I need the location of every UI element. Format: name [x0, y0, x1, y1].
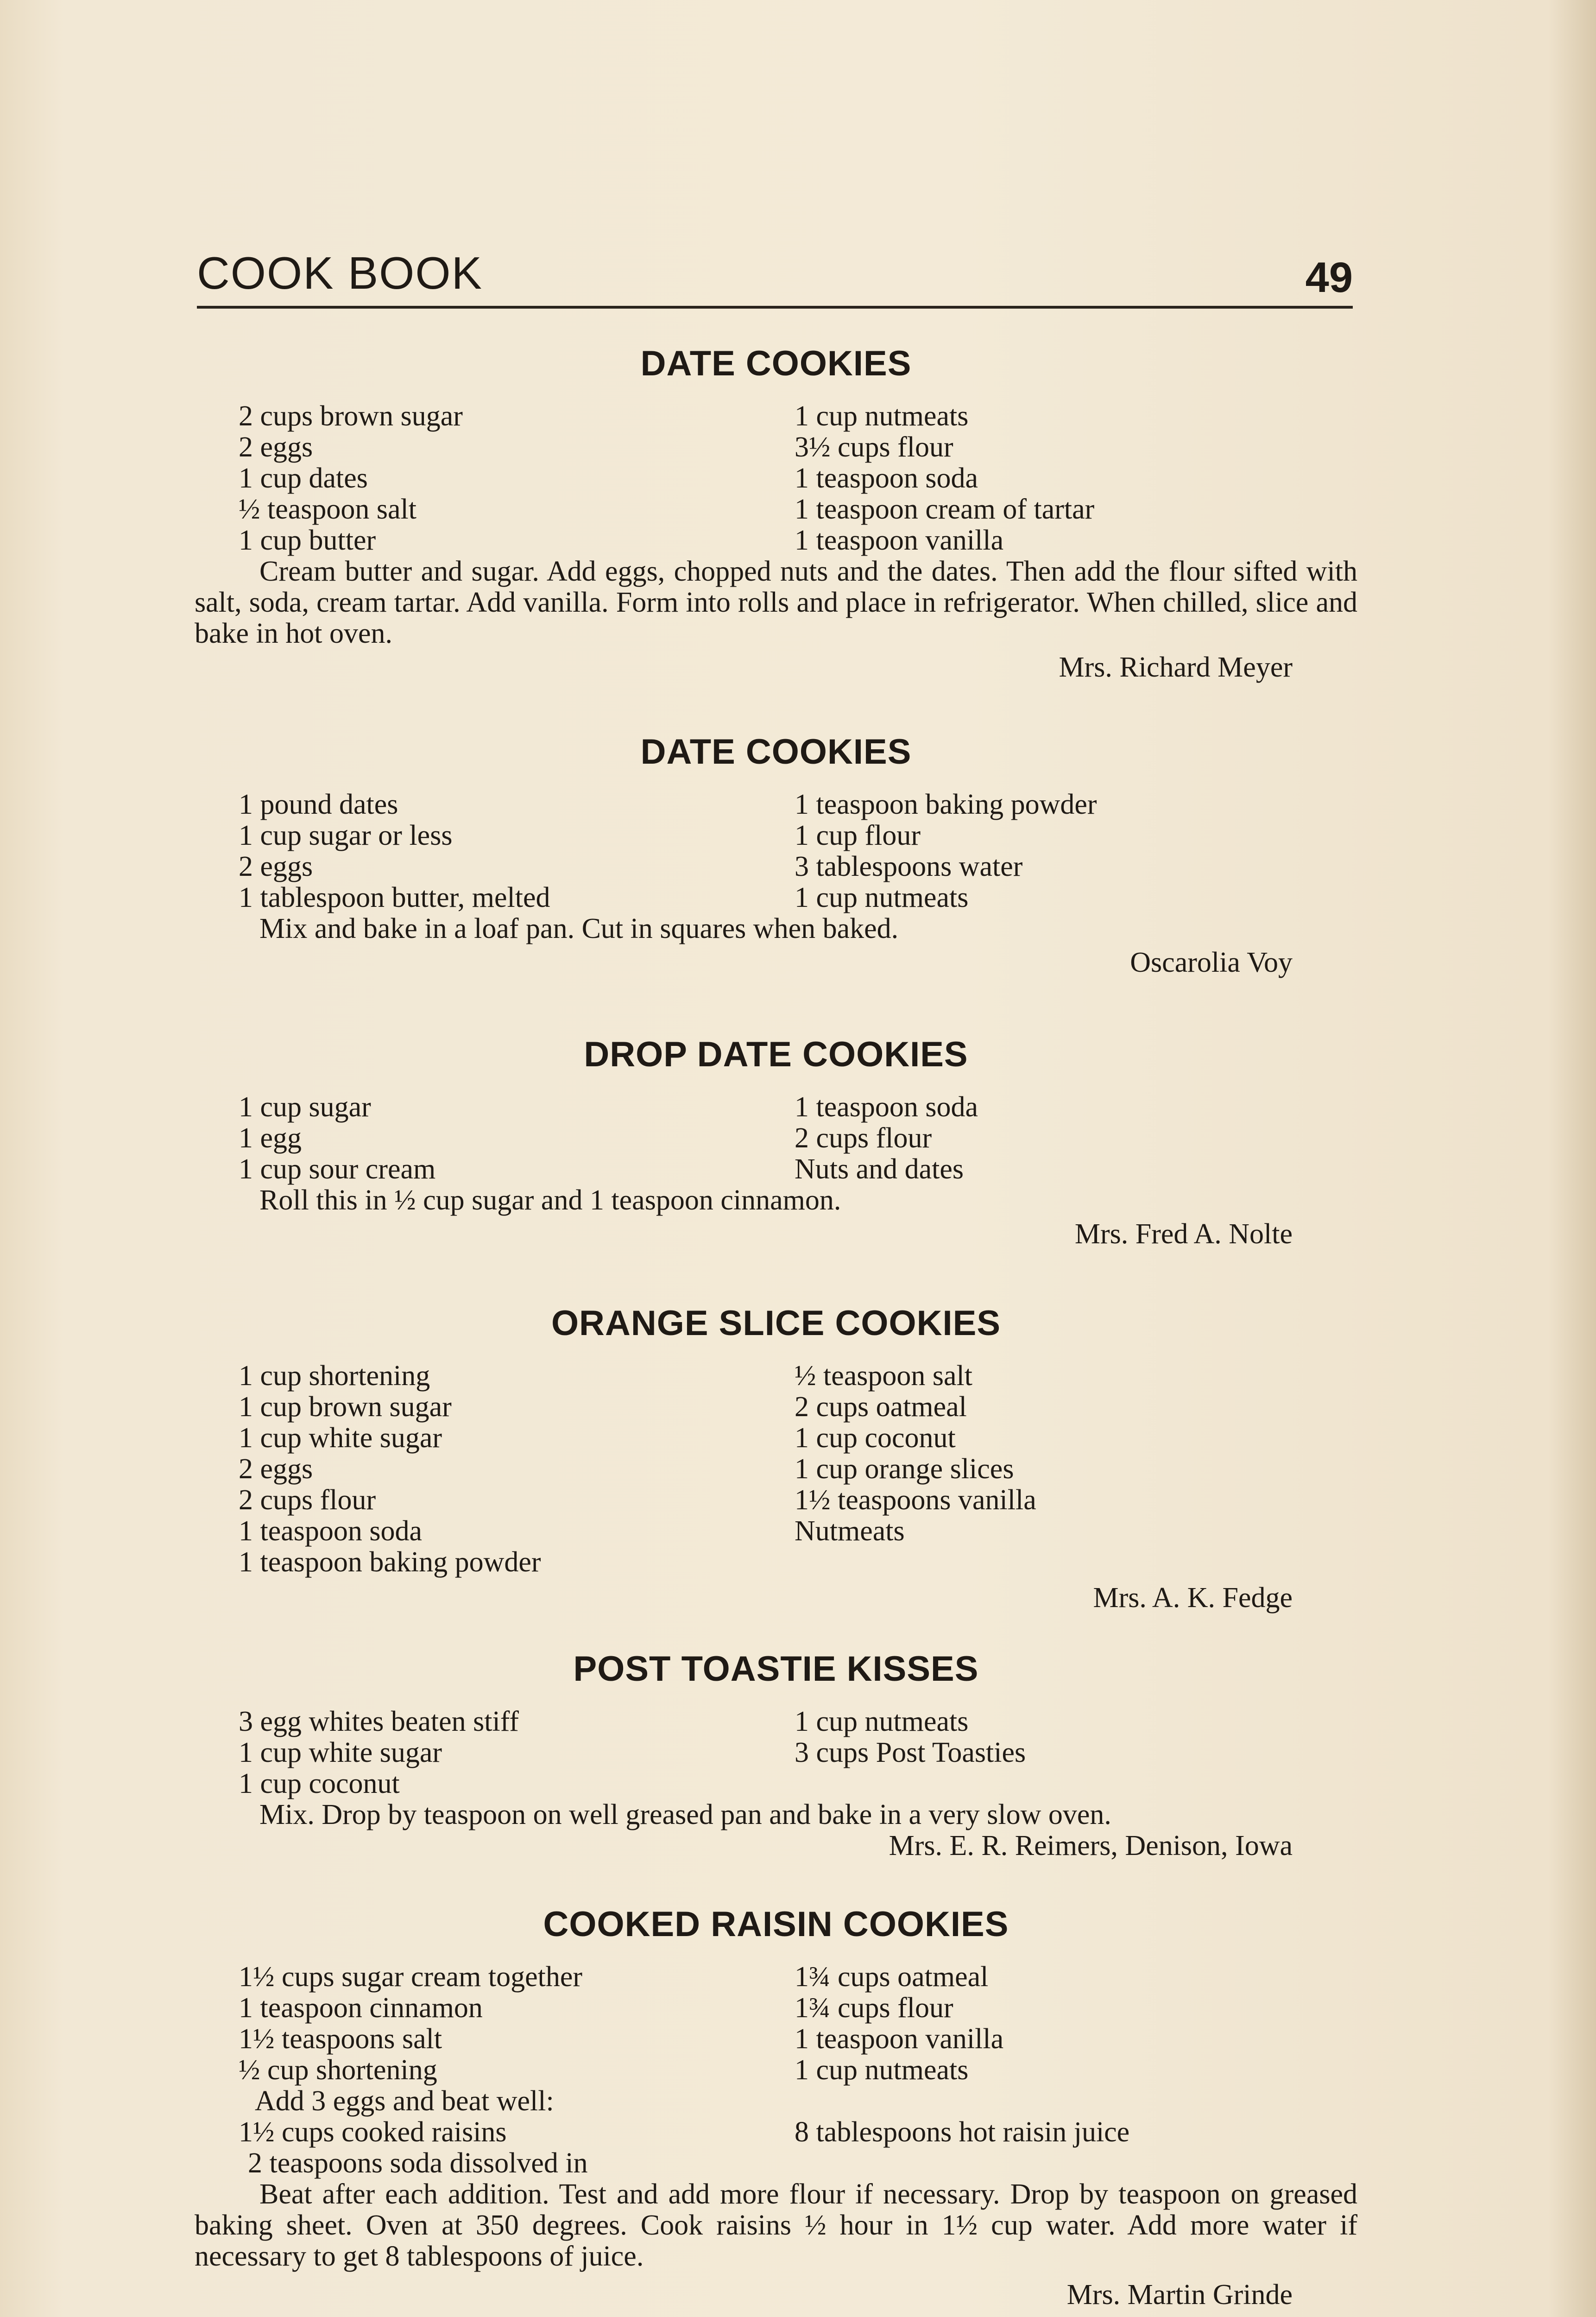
recipe-author: Mrs. A. K. Fedge: [1093, 1582, 1293, 1614]
ingredients-left: [195, 1092, 795, 1185]
recipe-author: Mrs. Fred A. Nolte: [1074, 1218, 1293, 1250]
ingredients-left-2: [195, 2117, 795, 2179]
ingredient: 2 eggs: [239, 431, 313, 463]
ingredients-right: [795, 1361, 1357, 1578]
ingredient: 1 teaspoon vanilla: [795, 525, 1004, 556]
book-title: COOK BOOK: [197, 247, 483, 298]
ingredient: ½ teaspoon salt: [239, 494, 416, 525]
ingredients-left: [195, 1706, 795, 1799]
ingredient: 1½ teaspoons salt: [239, 2023, 442, 2055]
ingredient: 1½ cups sugar cream together: [239, 1961, 583, 1993]
ingredient: 1 teaspoon soda: [795, 462, 978, 494]
ingredient: 2 cups flour: [239, 1484, 376, 1516]
ingredient: 3 tablespoons water: [795, 851, 1023, 882]
page-number: 49: [1305, 254, 1353, 301]
ingredient: 1 cup white sugar: [239, 1737, 442, 1768]
ingredients-left: [195, 401, 795, 556]
ingredients-right: [795, 1962, 1357, 2086]
ingredient-columns: [195, 1361, 1357, 1578]
recipe-title: DATE COOKIES: [640, 344, 912, 383]
recipe-date-cookies-1: [195, 341, 1357, 684]
recipe-method: Cream butter and sugar. Add eggs, chopped nuts and the dates. Then add the flour sifted with salt, soda, cream tartar. Add vanilla. Form into rolls and place in refrigerator. When chilled, slice and bake in hot oven.: [195, 556, 1357, 649]
recipe-post-toastie-kisses: [195, 1646, 1357, 1862]
ingredient: 2 eggs: [239, 851, 313, 882]
ingredient: 1 cup white sugar: [239, 1422, 442, 1454]
ingredient: 1 cup nutmeats: [795, 400, 969, 432]
ingredient: 2 cups oatmeal: [795, 1391, 967, 1423]
ingredient: 1 cup nutmeats: [795, 882, 969, 913]
ingredient: 1 cup flour: [795, 820, 921, 851]
ingredients-left: [195, 1962, 795, 2086]
ingredient: 3½ cups flour: [795, 431, 953, 463]
recipe-title: DATE COOKIES: [640, 732, 912, 772]
ingredient: 1 cup sugar: [239, 1091, 371, 1123]
recipe-orange-slice-cookies: [195, 1300, 1357, 1614]
ingredient: 3 egg whites beaten stiff: [239, 1706, 519, 1737]
recipe-title: POST TOASTIE KISSES: [573, 1649, 979, 1689]
ingredient: 1 cup coconut: [239, 1768, 400, 1799]
recipe-method: Mix and bake in a loaf pan. Cut in squares when baked.: [259, 913, 899, 944]
ingredient: 1 cup butter: [239, 525, 376, 556]
recipe-cooked-raisin-cookies: [195, 1901, 1357, 2311]
ingredient-columns: [195, 1706, 1357, 1799]
recipe-author: Mrs. Richard Meyer: [1059, 652, 1293, 683]
ingredient: Nutmeats: [795, 1515, 905, 1547]
ingredients-right: [795, 1092, 1357, 1185]
recipe-title: COOKED RAISIN COOKIES: [543, 1905, 1009, 1944]
ingredients-left: [195, 1361, 795, 1578]
ingredient: 2 cups brown sugar: [239, 400, 463, 432]
ingredient-columns: [195, 1092, 1357, 1185]
ingredient: 1 cup nutmeats: [795, 1706, 969, 1737]
ingredient: 1 teaspoon baking powder: [239, 1546, 541, 1578]
recipe-author: Oscarolia Voy: [1130, 947, 1293, 978]
ingredient-columns: [195, 401, 1357, 556]
ingredient: 1 cup sugar or less: [239, 820, 453, 851]
ingredient: 1 cup nutmeats: [795, 2054, 969, 2086]
ingredient: 1 cup coconut: [795, 1422, 956, 1454]
ingredients-right: [795, 401, 1357, 556]
ingredient: 8 tablespoons hot raisin juice: [795, 2116, 1130, 2148]
ingredient: 1 pound dates: [239, 789, 398, 820]
ingredient: 1 teaspoon cinnamon: [239, 1992, 483, 2024]
ingredients-right-2: [795, 2117, 1357, 2179]
ingredient: 1 cup brown sugar: [239, 1391, 452, 1423]
ingredient: 2 cups flour: [795, 1122, 932, 1154]
ingredient: 1 teaspoon vanilla: [795, 2023, 1004, 2055]
ingredient: 2 teaspoons soda dissolved in: [248, 2147, 588, 2179]
ingredient: 1 teaspoon soda: [795, 1091, 978, 1123]
recipe-drop-date-cookies: [195, 1032, 1357, 1250]
ingredient: 1 teaspoon baking powder: [795, 789, 1097, 820]
recipe-method: Roll this in ½ cup sugar and 1 teaspoon cinnamon.: [259, 1184, 841, 1216]
ingredient-columns: [195, 1962, 1357, 2086]
ingredient: 2 eggs: [239, 1453, 313, 1485]
ingredient-columns-2: [195, 2117, 1357, 2179]
ingredient: 1 cup shortening: [239, 1360, 430, 1392]
ingredients-right: [795, 1706, 1357, 1799]
recipe-date-cookies-2: [195, 729, 1357, 979]
ingredients-right: [795, 789, 1357, 913]
ingredient: 1¾ cups flour: [795, 1992, 953, 2024]
ingredient: Nuts and dates: [795, 1153, 964, 1185]
recipe-title: ORANGE SLICE COOKIES: [551, 1304, 1001, 1343]
ingredient: 1½ teaspoons vanilla: [795, 1484, 1036, 1516]
ingredient: 1 cup orange slices: [795, 1453, 1014, 1485]
ingredients-left: [195, 789, 795, 913]
ingredient: ½ cup shortening: [239, 2054, 437, 2086]
ingredient: 1 cup sour cream: [239, 1153, 436, 1185]
page-header: [197, 246, 1353, 309]
recipe-author: Mrs. Martin Grinde: [1066, 2279, 1293, 2311]
recipe-method: Beat after each addition. Test and add more flour if necessary. Drop by teaspoon on greased baking sheet. Oven at 350 degrees. Cook raisins ½ hour in 1½ cup water. Add more water if necessary to get 8 tablespoons of juice.: [195, 2178, 1357, 2272]
ingredient: 1 egg: [239, 1122, 302, 1154]
ingredient: 1 tablespoon butter, melted: [239, 882, 550, 913]
ingredient: 1 cup dates: [239, 462, 368, 494]
ingredient: 1 teaspoon soda: [239, 1515, 423, 1547]
recipe-title: DROP DATE COOKIES: [584, 1035, 968, 1074]
ingredient: 3 cups Post Toasties: [795, 1737, 1026, 1768]
ingredient: 1½ cups cooked raisins: [239, 2116, 507, 2148]
ingredient: 1 teaspoon cream of tartar: [795, 494, 1095, 525]
recipe-sub-step: Add 3 eggs and beat well:: [255, 2085, 554, 2117]
recipe-method: Mix. Drop by teaspoon on well greased pan and bake in a very slow oven.: [259, 1799, 1111, 1830]
recipe-author: Mrs. E. R. Reimers, Denison, Iowa: [889, 1830, 1293, 1861]
ingredient: 1¾ cups oatmeal: [795, 1961, 989, 1993]
ingredient-columns: [195, 789, 1357, 913]
ingredient: ½ teaspoon salt: [795, 1360, 972, 1392]
